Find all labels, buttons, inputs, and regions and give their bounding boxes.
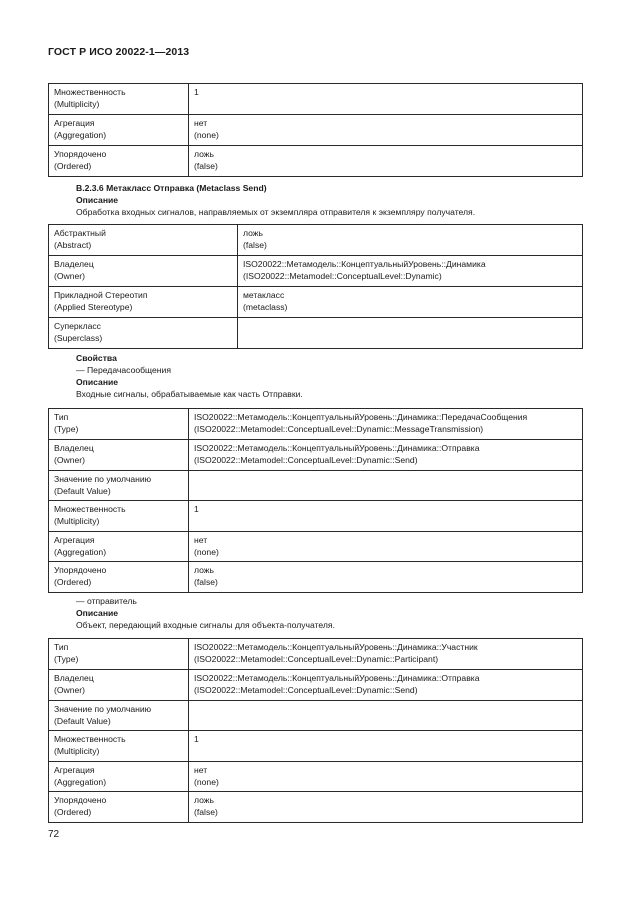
row-value: ложь (false) — [189, 562, 583, 593]
table-row — [49, 287, 583, 318]
row-key: Множественность (Multiplicity) — [49, 731, 189, 762]
property-item: — Передачасообщения — [76, 365, 171, 375]
row-key: Суперкласс (Superclass) — [49, 318, 238, 349]
sender-block — [76, 595, 335, 631]
row-value: 1 — [189, 731, 583, 762]
property-item: — отправитель — [76, 596, 137, 606]
table-row — [49, 318, 583, 349]
row-value: ложь (false) — [189, 146, 583, 177]
row-value — [189, 471, 583, 501]
table-row — [49, 639, 583, 670]
row-value — [238, 318, 583, 349]
page-number: 72 — [48, 829, 60, 840]
table-row — [49, 84, 583, 115]
metaclass-table — [48, 224, 583, 349]
table-row — [49, 146, 583, 177]
row-value: ISO20022::Метамодель::КонцептуальныйУровень::Динамика (ISO20022::Metamodel::ConceptualLevel::Dynamic) — [238, 256, 583, 287]
table-row — [49, 731, 583, 762]
row-key: Абстрактный (Abstract) — [49, 225, 238, 256]
row-value: метакласс (metaclass) — [238, 287, 583, 318]
row-value: ложь (false) — [189, 792, 583, 823]
row-value: 1 — [189, 501, 583, 532]
description-label: Описание — [76, 377, 119, 387]
properties-label: Свойства — [76, 353, 117, 363]
table-row — [49, 562, 583, 593]
row-value: ISO20022::Метамодель::КонцептуальныйУровень::Динамика::ПередачаСообщения (ISO20022::Metamodel::ConceptualLevel::Dynamic::MessageTransmission) — [189, 409, 583, 440]
row-key: Значение по умолчанию (Default Value) — [49, 701, 189, 731]
table-row — [49, 256, 583, 287]
row-value: нет (none) — [189, 532, 583, 562]
row-value: ISO20022::Метамодель::КонцептуальныйУровень::Динамика::Отправка (ISO20022::Metamodel::ConceptualLevel::Dynamic::Send) — [189, 440, 583, 471]
row-key: Тип (Type) — [49, 409, 189, 440]
row-value — [189, 701, 583, 731]
row-key: Множественность (Multiplicity) — [49, 84, 189, 115]
row-key: Упорядочено (Ordered) — [49, 562, 189, 593]
row-value: нет (none) — [189, 762, 583, 792]
properties-block — [76, 352, 303, 400]
section-heading: В.2.3.6 Метакласс Отправка (Metaclass Send) — [76, 183, 267, 193]
property-table-top — [48, 83, 583, 177]
document-header: ГОСТ Р ИСО 20022-1—2013 — [48, 46, 190, 58]
description-text: Обработка входных сигналов, направляемых от экземпляра отправителя к экземпляру получателя. — [76, 207, 476, 217]
row-key: Владелец (Owner) — [49, 670, 189, 701]
message-transmission-table — [48, 408, 583, 593]
table-row — [49, 501, 583, 532]
row-key: Владелец (Owner) — [49, 256, 238, 287]
row-value: нет (none) — [189, 115, 583, 146]
row-key: Агрегация (Aggregation) — [49, 532, 189, 562]
section-send — [76, 182, 475, 218]
row-key: Агрегация (Aggregation) — [49, 762, 189, 792]
description-text: Входные сигналы, обрабатываемые как часть Отправки. — [76, 389, 303, 399]
table-row — [49, 762, 583, 792]
row-key: Множественность (Multiplicity) — [49, 501, 189, 532]
row-value: 1 — [189, 84, 583, 115]
row-value: ISO20022::Метамодель::КонцептуальныйУровень::Динамика::Отправка (ISO20022::Metamodel::ConceptualLevel::Dynamic::Send) — [189, 670, 583, 701]
table-row — [49, 440, 583, 471]
row-key: Тип (Type) — [49, 639, 189, 670]
description-text: Объект, передающий входные сигналы для объекта-получателя. — [76, 620, 335, 630]
table-row — [49, 225, 583, 256]
sender-table — [48, 638, 583, 823]
row-key: Значение по умолчанию (Default Value) — [49, 471, 189, 501]
row-key: Прикладной Стереотип (Applied Stereotype) — [49, 287, 238, 318]
table-row — [49, 670, 583, 701]
row-key: Упорядочено (Ordered) — [49, 146, 189, 177]
row-value: ISO20022::Метамодель::КонцептуальныйУровень::Динамика::Участник (ISO20022::Metamodel::ConceptualLevel::Dynamic::Participant) — [189, 639, 583, 670]
table-row — [49, 409, 583, 440]
row-key: Упорядочено (Ordered) — [49, 792, 189, 823]
description-label: Описание — [76, 608, 119, 618]
table-row — [49, 701, 583, 731]
row-value: ложь (false) — [238, 225, 583, 256]
table-row — [49, 471, 583, 501]
table-row — [49, 532, 583, 562]
description-label: Описание — [76, 195, 119, 205]
row-key: Владелец (Owner) — [49, 440, 189, 471]
table-row — [49, 115, 583, 146]
table-row — [49, 792, 583, 823]
row-key: Агрегация (Aggregation) — [49, 115, 189, 146]
